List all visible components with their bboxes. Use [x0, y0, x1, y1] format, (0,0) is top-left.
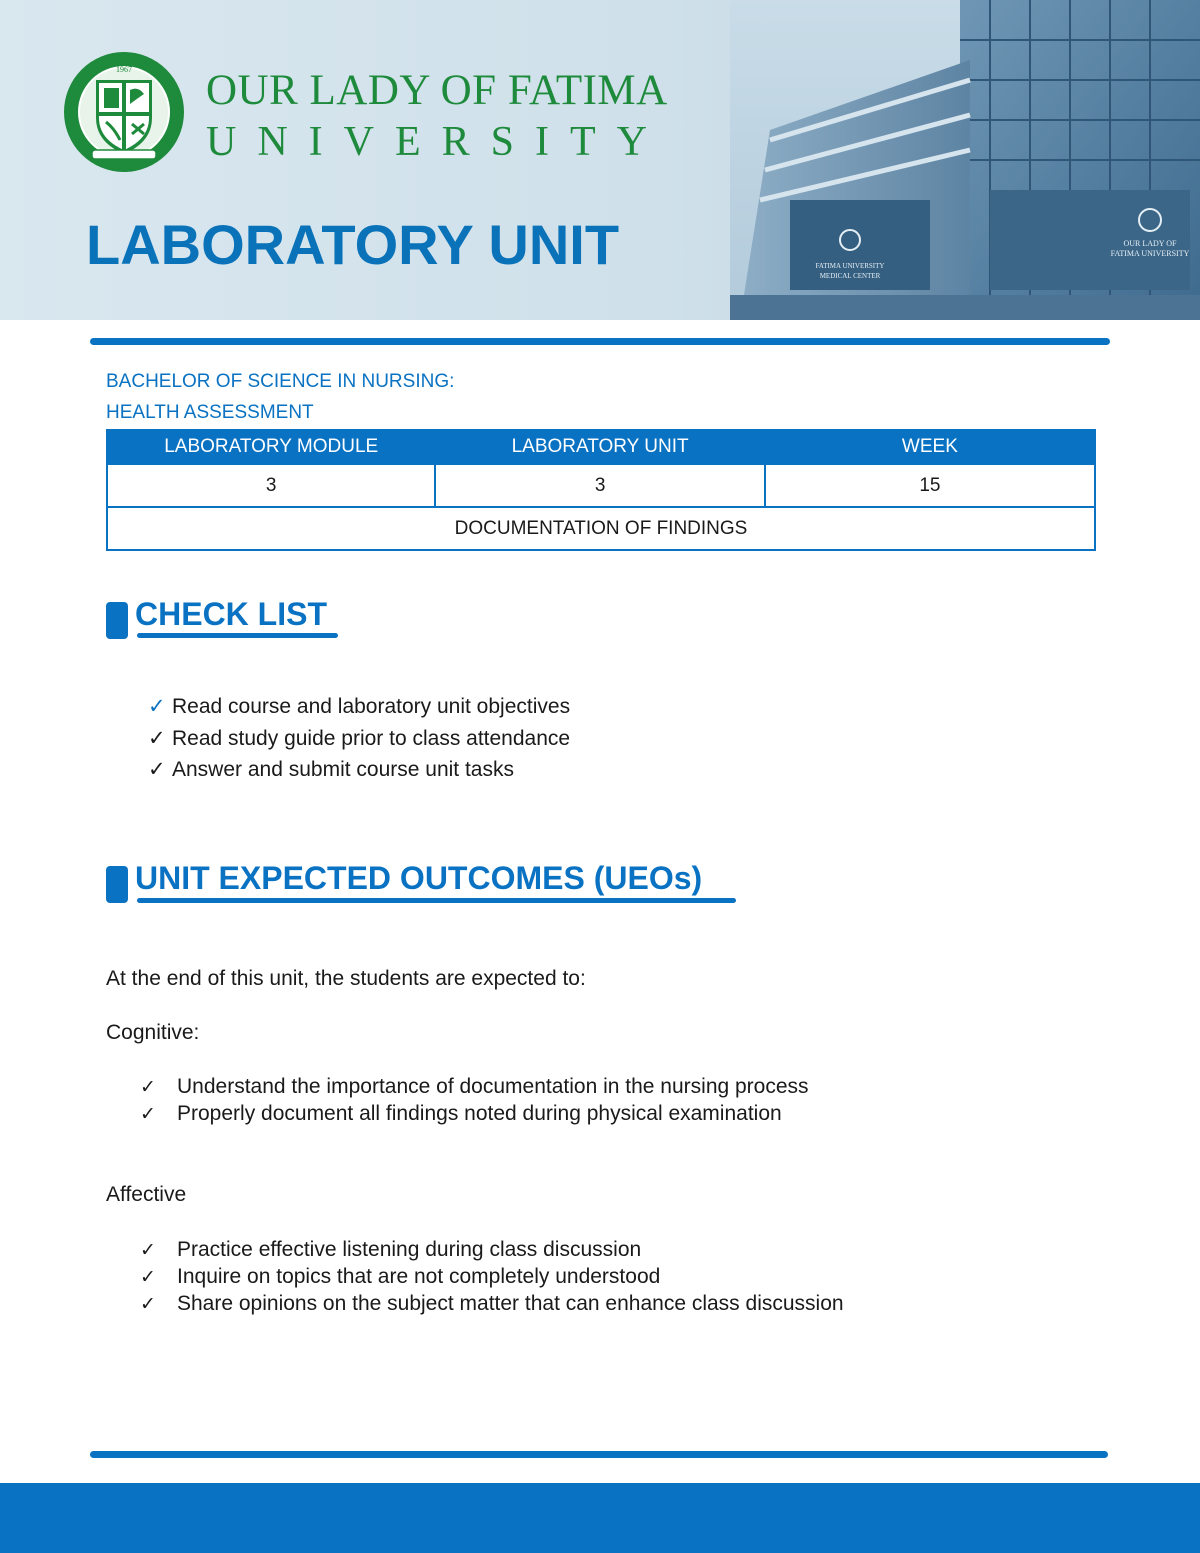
- affective-item-text: Inquire on topics that are not completely understood: [177, 1265, 661, 1288]
- svg-text:1967: 1967: [116, 65, 132, 74]
- checklist-heading-underline: [137, 633, 338, 638]
- cognitive-item: [140, 1075, 809, 1099]
- header-laboratory-unit: LABORATORY UNIT: [435, 430, 764, 464]
- cognitive-item: [140, 1102, 782, 1126]
- university-seal-logo: [62, 50, 186, 174]
- university-name-line1: OUR LADY OF FATIMA: [206, 67, 668, 114]
- ueo-heading-underline: [137, 898, 736, 903]
- checklist-item-text: Read study guide prior to class attendance: [172, 727, 571, 750]
- affective-item: [140, 1292, 844, 1316]
- checkmark-icon: ✓: [140, 1104, 156, 1125]
- affective-item: [140, 1265, 660, 1289]
- checkmark-icon: ✓: [140, 1240, 156, 1261]
- svg-text:FATIMA UNIVERSITY: FATIMA UNIVERSITY: [1110, 249, 1190, 258]
- ueo-heading: UNIT EXPECTED OUTCOMES (UEOs): [135, 860, 703, 896]
- university-name-line2: UNIVERSITY: [206, 119, 668, 165]
- value-week: 15: [765, 464, 1095, 507]
- header-banner: [0, 0, 1200, 320]
- unit-topic: DOCUMENTATION OF FINDINGS: [107, 507, 1095, 550]
- svg-text:OUR LADY OF: OUR LADY OF: [1123, 239, 1177, 248]
- checkmark-icon: ✓: [140, 1294, 156, 1315]
- bottom-divider: [90, 1451, 1108, 1458]
- table-header-row: [107, 430, 1095, 464]
- course-name: HEALTH ASSESSMENT: [106, 402, 314, 423]
- cognitive-item-text: Properly document all findings noted during physical examination: [177, 1102, 782, 1125]
- table-topic-row: [107, 507, 1095, 550]
- checklist-item-text: Answer and submit course unit tasks: [172, 758, 514, 781]
- program-name: BACHELOR OF SCIENCE IN NURSING:: [106, 371, 455, 392]
- building-photo: [730, 0, 1200, 320]
- checklist-heading: CHECK LIST: [135, 596, 327, 632]
- svg-text:MEDICAL CENTER: MEDICAL CENTER: [819, 272, 881, 280]
- header-laboratory-module: LABORATORY MODULE: [107, 430, 435, 464]
- footer-bar: [0, 1483, 1200, 1553]
- ueo-intro: At the end of this unit, the students are expected to:: [106, 967, 586, 990]
- header-week: WEEK: [765, 430, 1095, 464]
- affective-label: Affective: [106, 1183, 187, 1206]
- top-divider: [90, 338, 1110, 345]
- table-values-row: [107, 464, 1095, 507]
- checklist-heading-marker: [106, 602, 128, 639]
- lab-info-table: [106, 429, 1096, 551]
- checklist-item: [148, 757, 514, 782]
- checkmark-icon: ✓: [148, 695, 166, 718]
- affective-item: [140, 1238, 641, 1262]
- cognitive-label: Cognitive:: [106, 1021, 200, 1044]
- page-title: LABORATORY UNIT: [86, 213, 620, 276]
- affective-item-text: Practice effective listening during class discussion: [177, 1238, 642, 1261]
- checkmark-icon: ✓: [140, 1267, 156, 1288]
- cognitive-item-text: Understand the importance of documentation in the nursing process: [177, 1075, 809, 1098]
- checkmark-icon: ✓: [148, 758, 166, 781]
- value-laboratory-module: 3: [107, 464, 435, 507]
- checklist-item: [148, 694, 570, 719]
- checklist-item-text: Read course and laboratory unit objectives: [172, 695, 571, 718]
- checkmark-icon: ✓: [140, 1077, 156, 1098]
- ueo-heading-marker: [106, 866, 128, 903]
- checkmark-icon: ✓: [148, 727, 166, 750]
- affective-item-text: Share opinions on the subject matter that can enhance class discussion: [177, 1292, 844, 1315]
- checklist-item: [148, 726, 570, 751]
- svg-text:FATIMA UNIVERSITY: FATIMA UNIVERSITY: [815, 262, 885, 270]
- value-laboratory-unit: 3: [435, 464, 764, 507]
